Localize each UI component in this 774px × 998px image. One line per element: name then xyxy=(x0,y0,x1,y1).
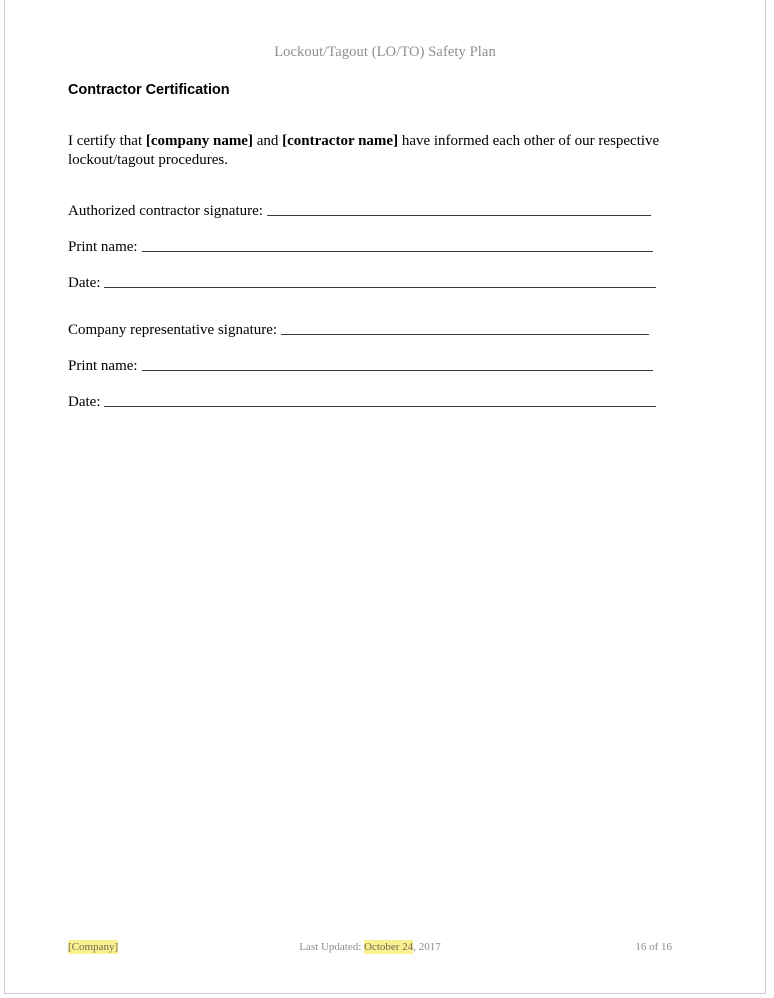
signature-line[interactable] xyxy=(267,202,651,216)
spacer xyxy=(68,339,672,356)
footer-last-updated xyxy=(68,941,672,953)
signature-line[interactable] xyxy=(104,393,656,407)
field-label: Print name: xyxy=(68,239,138,255)
footer-last-updated-label: Last Updated: xyxy=(299,941,365,953)
field-label: Print name: xyxy=(68,358,138,374)
footer-page-number: 16 of 16 xyxy=(635,941,672,953)
document-page xyxy=(5,0,765,993)
running-header: Lockout/Tagout (LO/TO) Safety Plan xyxy=(274,44,496,60)
footer-last-updated-date: October 24 xyxy=(364,941,414,953)
field-authorized-contractor-signature[interactable] xyxy=(68,201,672,220)
certification-text-3: have informed each other of our respective lockout/tagout procedures. xyxy=(68,133,660,168)
field-label: Company representative signature: xyxy=(68,322,278,338)
spacer xyxy=(68,100,672,132)
spacer xyxy=(68,256,672,273)
document-body xyxy=(68,80,672,411)
signature-line[interactable] xyxy=(281,321,649,335)
page-edge-right xyxy=(765,0,766,994)
certification-text-1: I certify that xyxy=(68,133,146,149)
signature-line[interactable] xyxy=(142,238,653,252)
spacer xyxy=(68,220,672,237)
footer-last-updated-year: , 2017 xyxy=(413,941,441,953)
certification-paragraph xyxy=(68,132,672,169)
page-footer xyxy=(68,941,672,957)
signature-line[interactable] xyxy=(142,357,653,371)
placeholder-contractor-name[interactable]: [contractor name] xyxy=(282,133,399,149)
spacer xyxy=(68,375,672,392)
spacer xyxy=(68,292,672,320)
field-representative-print-name[interactable] xyxy=(68,356,672,375)
page-edge-bottom xyxy=(4,993,766,994)
certification-text-2: and xyxy=(252,133,283,149)
signature-line[interactable] xyxy=(104,274,656,288)
field-representative-date[interactable] xyxy=(68,392,672,411)
field-label: Date: xyxy=(68,275,101,291)
page-title: Contractor Certification xyxy=(68,82,230,98)
placeholder-company-name[interactable]: [company name] xyxy=(145,133,253,149)
spacer xyxy=(68,169,672,201)
field-label: Authorized contractor signature: xyxy=(68,203,263,219)
field-contractor-print-name[interactable] xyxy=(68,237,672,256)
footer-company-text: [Company] xyxy=(68,941,119,953)
field-label: Date: xyxy=(68,394,101,410)
field-contractor-date[interactable] xyxy=(68,273,672,292)
field-company-representative-signature[interactable] xyxy=(68,320,672,339)
